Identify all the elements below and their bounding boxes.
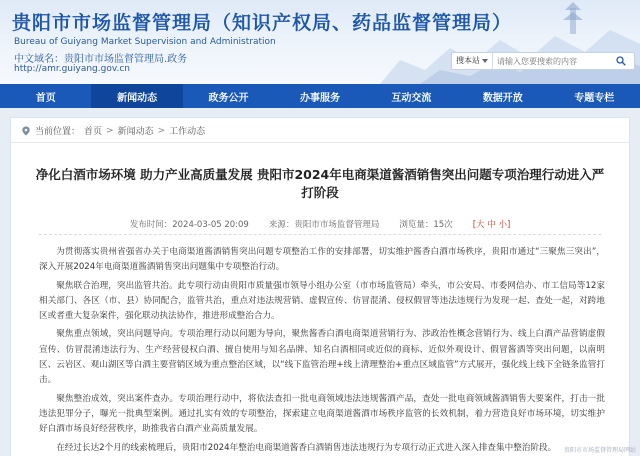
site-title: 贵阳市市场监督管理局（知识产权局、药品监督管理局） — [12, 12, 513, 34]
search-scope-label: 搜本站 — [456, 56, 480, 65]
breadcrumb — [21, 124, 205, 137]
search-input[interactable] — [493, 53, 611, 69]
search-icon — [616, 56, 626, 66]
breadcrumb-separator: > — [106, 125, 114, 136]
breadcrumb-prefix: 当前位置： — [35, 127, 81, 137]
publish-date: 发布时间：2024-03-05 20:09 — [129, 220, 249, 230]
nav-item-news[interactable]: 新闻动态 — [91, 84, 182, 108]
search-scope-select[interactable] — [452, 53, 493, 69]
breadcrumb-work-news[interactable]: 工作动态 — [169, 127, 206, 137]
nav-item-open-data[interactable]: 数据开放 — [482, 92, 523, 104]
divider — [11, 142, 629, 143]
article-body — [39, 245, 605, 456]
article-paragraph: 聚焦联合治理，突出监管共治。此专项行动由贵阳市质量强市领导小组办公室（市市场监管局）牵头，市公安局、市委网信办、市工信局等12家相关部门、各区（市、县）协同配合，监管共治，重点对违法规营销、虚假宣传、仿冒混淆、侵权假冒等违法违规行为发现一起、查处一起，对跨地区或者重大复杂案件，强化联动执法协作，推进形成整治合力。 — [39, 280, 605, 322]
article-paragraph: 为贯彻落实贵州省强省办关于电商渠道酱酒销售突出问题专项整治工作的安排部署，切实维护酱香白酒市场秩序，贵阳市通过“三聚焦三突出”，深入开展2024年电商渠道酱酒销售突出问题集中专项整治行动。 — [39, 247, 605, 273]
chinese-domain: 中文域名：贵阳市市场监督管理局.政务 — [14, 54, 188, 65]
article-card — [10, 117, 630, 456]
breadcrumb-news[interactable]: 新闻动态 — [117, 127, 154, 137]
article-paragraph: 在经过长达2个月的线索梳理后，贵阳市2024年整治电商渠道酱香白酒销售违法违规行为专项行动正式进入深入排查集中整治阶段。 — [56, 442, 557, 453]
article-meta — [11, 218, 629, 230]
site-url: http://amr.guiyang.gov.cn — [14, 64, 130, 74]
footer-credit: 贵阳市市场监督管理局网站 — [563, 447, 636, 454]
nav-item-home[interactable]: 首页 — [35, 92, 56, 104]
main-nav — [0, 84, 640, 108]
nav-item-interaction[interactable]: 互动交流 — [391, 92, 432, 104]
article-paragraph: 聚焦整治成效，突出案件查办。专项治理行动中，将依法查扣一批电商领域违法违规酱酒产品，查处一批电商领域酱酒销售大要案件，打击一批违法犯罪分子，曝光一批典型案例。通过扎实有效的专项整治，探索建立电商渠道酱酒市场秩序监管的长效机制，着力营造良好市场环境，切实维护好白酒市场良好经营秩序，助推我省白酒产业高质量发展。 — [39, 393, 605, 435]
search-box — [451, 52, 635, 70]
breadcrumb-home[interactable]: 首页 — [84, 127, 103, 137]
article-title: 净化白酒市场环境 助力产业高质量发展 贵阳市2024年电商渠道酱酒销售突出问题专项治理行动进入严打阶段 — [35, 167, 605, 200]
font-size-controls — [473, 218, 511, 230]
site-title-en: Bureau of Guiyang Market Supervision and Administration — [14, 37, 276, 47]
font-size-medium[interactable]: 中 — [487, 220, 496, 230]
header-banner — [0, 0, 640, 84]
location-icon — [21, 126, 31, 136]
chevron-down-icon — [482, 59, 488, 63]
breadcrumb-separator: > — [157, 125, 166, 136]
view-count: 浏览量：15次 — [399, 220, 453, 230]
divider — [39, 234, 601, 235]
article-source: 来源：贵阳市市场监督管理局 — [268, 220, 380, 230]
font-size-large[interactable]: [大 — [472, 220, 485, 230]
nav-item-gov-affairs[interactable]: 政务公开 — [208, 92, 249, 104]
nav-item-services[interactable]: 办事服务 — [299, 92, 340, 104]
search-button[interactable] — [611, 53, 631, 69]
article-paragraph: 聚焦重点领域，突出问题导向。专项治理行动以问题为导向，聚焦酱香白酒电商渠道营销行为、涉政治性概念营销行为、线上白酒产品营销虚假宣传、仿冒混淆违法行为、生产经营侵权白酒、擅自使用与知名品牌、知名白酒相同或近似的商标、近似外观设计、假冒酱酒等突出问题，以南明区、云岩区、观山湖区等白酒主要营销区域为重点整治区域，以“线下监管治理+线上清理整治+重点区域监管”方式展开，强化线上线下全链条监管打击。 — [39, 329, 605, 386]
nav-item-special-topics[interactable]: 专题专栏 — [574, 92, 615, 104]
font-size-small[interactable]: 小] — [498, 220, 511, 230]
